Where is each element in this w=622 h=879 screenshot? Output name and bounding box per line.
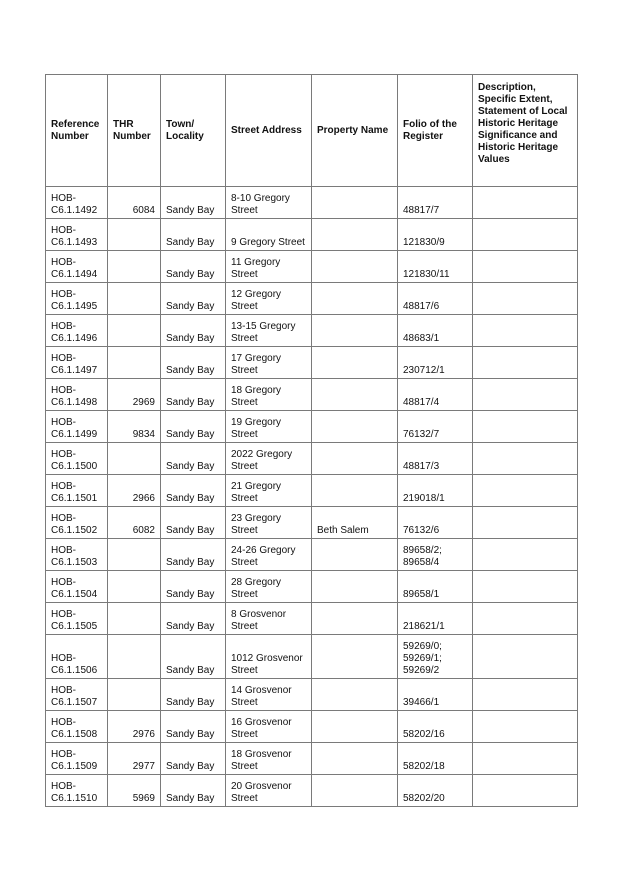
header-street-address: Street Address	[226, 75, 312, 187]
cell-folio: 48817/6	[398, 283, 473, 315]
cell-description	[473, 283, 578, 315]
table-row	[46, 443, 578, 475]
cell-property-name	[312, 635, 398, 679]
cell-reference-number: HOB-C6.1.1499	[46, 411, 108, 443]
cell-description	[473, 379, 578, 411]
cell-thr-number	[108, 679, 161, 711]
cell-property-name	[312, 443, 398, 475]
cell-street-address: 28 Gregory Street	[226, 571, 312, 603]
cell-description	[473, 475, 578, 507]
table-header-row	[46, 75, 578, 187]
table-row	[46, 219, 578, 251]
cell-description	[473, 187, 578, 219]
table-row	[46, 711, 578, 743]
cell-town-locality: Sandy Bay	[161, 219, 226, 251]
cell-thr-number: 6084	[108, 187, 161, 219]
cell-reference-number: HOB-C6.1.1504	[46, 571, 108, 603]
cell-property-name: Beth Salem	[312, 507, 398, 539]
cell-street-address: 20 Grosvenor Street	[226, 775, 312, 807]
cell-description	[473, 347, 578, 379]
cell-folio: 219018/1	[398, 475, 473, 507]
table-row	[46, 539, 578, 571]
cell-thr-number: 9834	[108, 411, 161, 443]
cell-town-locality: Sandy Bay	[161, 603, 226, 635]
table-row	[46, 315, 578, 347]
table-row	[46, 347, 578, 379]
cell-street-address: 23 Gregory Street	[226, 507, 312, 539]
cell-reference-number: HOB-C6.1.1498	[46, 379, 108, 411]
cell-reference-number: HOB-C6.1.1503	[46, 539, 108, 571]
cell-street-address: 12 Gregory Street	[226, 283, 312, 315]
cell-street-address: 8 Grosvenor Street	[226, 603, 312, 635]
cell-street-address: 17 Gregory Street	[226, 347, 312, 379]
cell-property-name	[312, 743, 398, 775]
cell-property-name	[312, 379, 398, 411]
cell-folio: 48817/7	[398, 187, 473, 219]
cell-town-locality: Sandy Bay	[161, 507, 226, 539]
cell-property-name	[312, 411, 398, 443]
cell-street-address: 18 Gregory Street	[226, 379, 312, 411]
cell-town-locality: Sandy Bay	[161, 775, 226, 807]
cell-description	[473, 539, 578, 571]
cell-property-name	[312, 315, 398, 347]
cell-folio: 59269/0; 59269/1; 59269/2	[398, 635, 473, 679]
cell-folio: 218621/1	[398, 603, 473, 635]
cell-town-locality: Sandy Bay	[161, 635, 226, 679]
cell-street-address: 14 Grosvenor Street	[226, 679, 312, 711]
cell-description	[473, 219, 578, 251]
cell-town-locality: Sandy Bay	[161, 411, 226, 443]
cell-thr-number	[108, 539, 161, 571]
cell-reference-number: HOB-C6.1.1497	[46, 347, 108, 379]
cell-street-address: 18 Grosvenor Street	[226, 743, 312, 775]
cell-description	[473, 571, 578, 603]
cell-folio: 39466/1	[398, 679, 473, 711]
cell-description	[473, 251, 578, 283]
cell-street-address: 2022 Gregory Street	[226, 443, 312, 475]
cell-folio: 76132/6	[398, 507, 473, 539]
table-row	[46, 679, 578, 711]
table-row	[46, 603, 578, 635]
cell-street-address: 13-15 Gregory Street	[226, 315, 312, 347]
cell-description	[473, 679, 578, 711]
cell-thr-number: 2977	[108, 743, 161, 775]
cell-property-name	[312, 283, 398, 315]
cell-folio: 89658/2; 89658/4	[398, 539, 473, 571]
cell-thr-number	[108, 603, 161, 635]
cell-description	[473, 443, 578, 475]
cell-town-locality: Sandy Bay	[161, 283, 226, 315]
cell-thr-number: 2976	[108, 711, 161, 743]
cell-description	[473, 411, 578, 443]
cell-town-locality: Sandy Bay	[161, 315, 226, 347]
cell-property-name	[312, 711, 398, 743]
cell-description	[473, 603, 578, 635]
table-row	[46, 187, 578, 219]
cell-folio: 121830/9	[398, 219, 473, 251]
cell-thr-number	[108, 283, 161, 315]
header-folio: Folio of the Register	[398, 75, 473, 187]
cell-town-locality: Sandy Bay	[161, 571, 226, 603]
header-thr-number: THR Number	[108, 75, 161, 187]
cell-thr-number	[108, 347, 161, 379]
cell-street-address: 16 Grosvenor Street	[226, 711, 312, 743]
cell-town-locality: Sandy Bay	[161, 379, 226, 411]
cell-property-name	[312, 539, 398, 571]
cell-street-address: 19 Gregory Street	[226, 411, 312, 443]
cell-reference-number: HOB-C6.1.1507	[46, 679, 108, 711]
cell-thr-number: 6082	[108, 507, 161, 539]
cell-reference-number: HOB-C6.1.1509	[46, 743, 108, 775]
table-row	[46, 507, 578, 539]
cell-property-name	[312, 775, 398, 807]
table-row	[46, 635, 578, 679]
cell-folio: 89658/1	[398, 571, 473, 603]
cell-folio: 58202/16	[398, 711, 473, 743]
cell-reference-number: HOB-C6.1.1493	[46, 219, 108, 251]
table-row	[46, 379, 578, 411]
cell-property-name	[312, 571, 398, 603]
cell-property-name	[312, 679, 398, 711]
cell-town-locality: Sandy Bay	[161, 679, 226, 711]
cell-description	[473, 743, 578, 775]
cell-property-name	[312, 347, 398, 379]
cell-town-locality: Sandy Bay	[161, 539, 226, 571]
cell-description	[473, 507, 578, 539]
cell-town-locality: Sandy Bay	[161, 743, 226, 775]
cell-street-address: 11 Gregory Street	[226, 251, 312, 283]
cell-folio: 121830/11	[398, 251, 473, 283]
cell-town-locality: Sandy Bay	[161, 347, 226, 379]
cell-thr-number	[108, 443, 161, 475]
cell-street-address: 9 Gregory Street	[226, 219, 312, 251]
header-town-locality: Town/ Locality	[161, 75, 226, 187]
cell-reference-number: HOB-C6.1.1506	[46, 635, 108, 679]
cell-reference-number: HOB-C6.1.1510	[46, 775, 108, 807]
cell-folio: 58202/20	[398, 775, 473, 807]
cell-folio: 58202/18	[398, 743, 473, 775]
cell-property-name	[312, 251, 398, 283]
table-body	[46, 187, 578, 807]
cell-reference-number: HOB-C6.1.1505	[46, 603, 108, 635]
cell-reference-number: HOB-C6.1.1495	[46, 283, 108, 315]
cell-thr-number: 5969	[108, 775, 161, 807]
cell-thr-number: 2966	[108, 475, 161, 507]
cell-thr-number	[108, 571, 161, 603]
table-row	[46, 411, 578, 443]
cell-reference-number: HOB-C6.1.1500	[46, 443, 108, 475]
cell-folio: 48817/3	[398, 443, 473, 475]
header-description: Description, Specific Extent, Statement of Local Historic Heritage Significance and Historic Heritage Values	[473, 75, 578, 187]
cell-thr-number	[108, 219, 161, 251]
cell-town-locality: Sandy Bay	[161, 187, 226, 219]
cell-reference-number: HOB-C6.1.1502	[46, 507, 108, 539]
cell-description	[473, 315, 578, 347]
cell-reference-number: HOB-C6.1.1492	[46, 187, 108, 219]
table-row	[46, 775, 578, 807]
cell-property-name	[312, 603, 398, 635]
cell-description	[473, 711, 578, 743]
cell-street-address: 1012 Grosvenor Street	[226, 635, 312, 679]
table-row	[46, 283, 578, 315]
cell-town-locality: Sandy Bay	[161, 711, 226, 743]
header-reference-number: Reference Number	[46, 75, 108, 187]
cell-thr-number	[108, 635, 161, 679]
cell-street-address: 21 Gregory Street	[226, 475, 312, 507]
table-row	[46, 571, 578, 603]
table-row	[46, 251, 578, 283]
cell-town-locality: Sandy Bay	[161, 251, 226, 283]
cell-property-name	[312, 219, 398, 251]
cell-folio: 48817/4	[398, 379, 473, 411]
heritage-register-table	[45, 74, 578, 807]
cell-thr-number	[108, 251, 161, 283]
cell-thr-number	[108, 315, 161, 347]
table-row	[46, 743, 578, 775]
cell-thr-number: 2969	[108, 379, 161, 411]
cell-reference-number: HOB-C6.1.1508	[46, 711, 108, 743]
cell-street-address: 8-10 Gregory Street	[226, 187, 312, 219]
cell-town-locality: Sandy Bay	[161, 475, 226, 507]
cell-reference-number: HOB-C6.1.1494	[46, 251, 108, 283]
table-row	[46, 475, 578, 507]
cell-street-address: 24-26 Gregory Street	[226, 539, 312, 571]
cell-folio: 48683/1	[398, 315, 473, 347]
cell-description	[473, 775, 578, 807]
cell-description	[473, 635, 578, 679]
cell-reference-number: HOB-C6.1.1496	[46, 315, 108, 347]
cell-folio: 76132/7	[398, 411, 473, 443]
cell-property-name	[312, 187, 398, 219]
header-property-name: Property Name	[312, 75, 398, 187]
cell-reference-number: HOB-C6.1.1501	[46, 475, 108, 507]
cell-town-locality: Sandy Bay	[161, 443, 226, 475]
cell-property-name	[312, 475, 398, 507]
cell-folio: 230712/1	[398, 347, 473, 379]
